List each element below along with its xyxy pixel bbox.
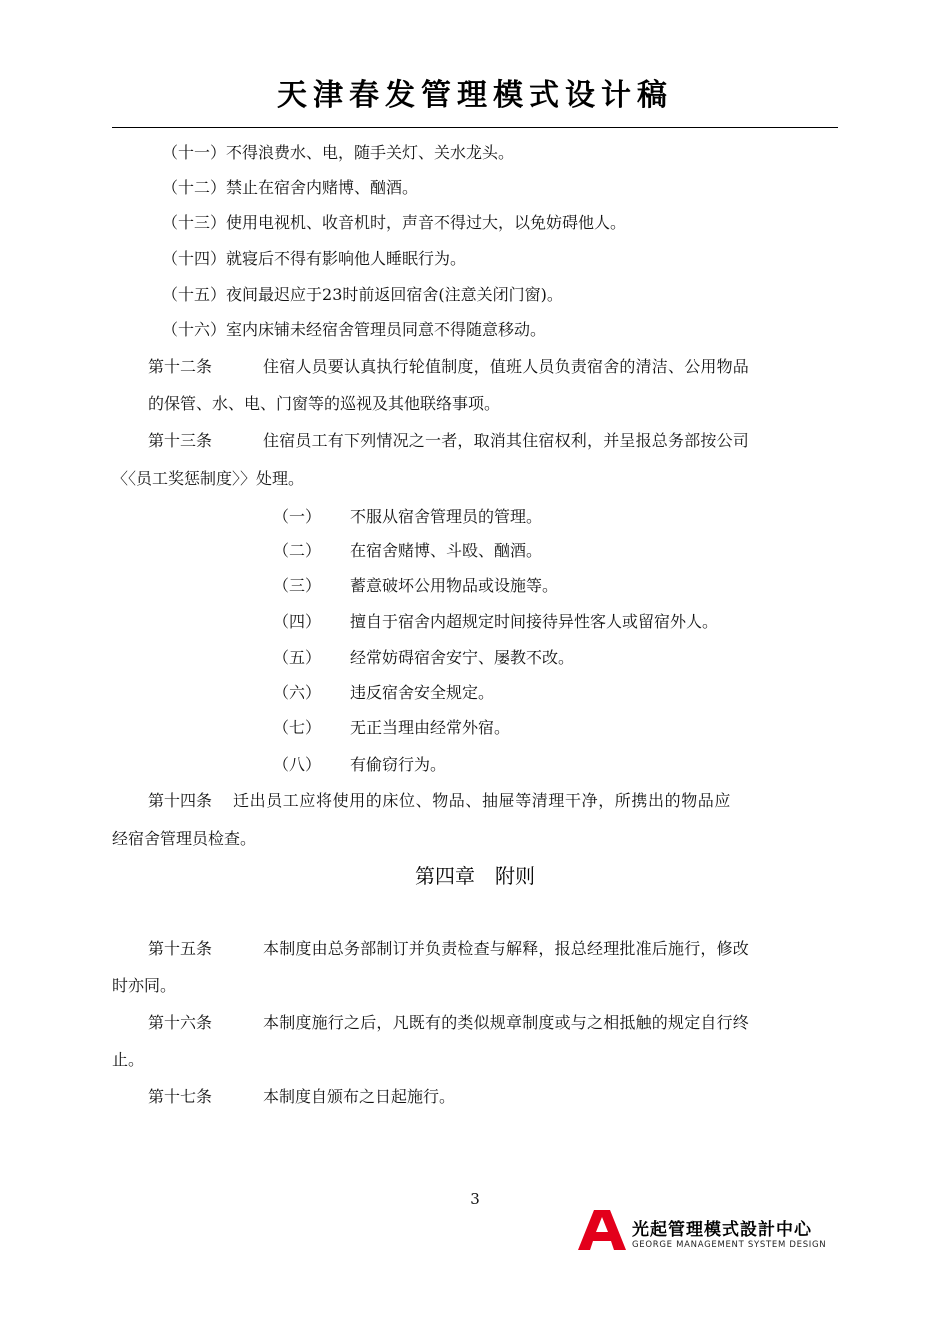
list-item [162, 143, 514, 163]
article-12-text: 住宿人员要认真执行轮值制度，值班人员负责宿舍的清洁、公用物品 [263, 357, 750, 376]
item-number: （十一） [162, 143, 227, 162]
sub-item-text: 违反宿舍安全规定。 [350, 683, 495, 702]
article-13-text: 住宿员工有下列情况之一者，取消其住宿权利，并呈报总务部按公司 [263, 431, 750, 450]
sub-item-number: （八） [273, 755, 322, 774]
item-number: （十五） [162, 285, 227, 304]
sub-item-text: 不服从宿舍管理员的管理。 [350, 507, 543, 526]
sub-item-text: 经常妨碍宿舍安宁、屡教不改。 [350, 648, 575, 667]
chapter-title: 第四章 附则 [415, 864, 535, 888]
article-13-text-cont: 〈〈员工奖惩制度〉〉处理。 [112, 469, 305, 488]
sub-item-text: 无正当理由经常外宿。 [350, 718, 511, 737]
sub-item-text: 蓄意破坏公用物品或设施等。 [350, 576, 559, 595]
article-14-label: 第十四条 [148, 791, 213, 810]
article-16-label: 第十六条 [148, 1013, 213, 1032]
header-divider [112, 127, 838, 128]
sub-item-number: （五） [273, 648, 322, 667]
article-15-label: 第十五条 [148, 939, 213, 958]
list-item [162, 285, 563, 305]
article-16-text-cont: 止。 [112, 1050, 145, 1069]
item-text: 使用电视机、收音机时，声音不得过大，以免妨碍他人。 [226, 213, 627, 232]
item-text: 就寝后不得有影响他人睡眠行为。 [226, 249, 467, 268]
sub-item-number: （二） [273, 541, 322, 560]
article-14-text-cont: 经宿舍管理员检查。 [112, 829, 257, 848]
item-text: 不得浪费水、电，随手关灯、关水龙头。 [226, 143, 515, 162]
sub-item-number: （七） [273, 718, 322, 737]
article-16-text: 本制度施行之后，凡既有的类似规章制度或与之相抵触的规定自行终 [263, 1013, 750, 1032]
logo-english-text: GEORGE MANAGEMENT SYSTEM DESIGN [632, 1240, 827, 1250]
logo-chinese-text: 光起管理模式設計中心 [632, 1220, 812, 1240]
item-number: （十六） [162, 320, 227, 339]
article-15-text: 本制度由总务部制订并负责检查与解释，报总经理批准后施行，修改 [263, 939, 750, 958]
sub-item-number: （三） [273, 576, 322, 595]
sub-item-text: 在宿舍赌博、斗殴、酗酒。 [350, 541, 543, 560]
item-number: （十三） [162, 213, 227, 232]
article-14-text: 迁出员工应将使用的床位、物品、抽屉等清理干净，所携出的物品应 [233, 791, 732, 810]
article-17-label: 第十七条 [148, 1087, 213, 1106]
sub-item-number: （六） [273, 683, 322, 702]
item-text: 禁止在宿舍内赌博、酗酒。 [226, 178, 419, 197]
list-item [162, 249, 466, 269]
article-17-text: 本制度自颁布之日起施行。 [263, 1087, 456, 1106]
list-item [162, 320, 546, 340]
list-item [162, 178, 418, 198]
item-number: （十二） [162, 178, 227, 197]
sub-item-number: （四） [273, 612, 322, 631]
page-number: 3 [470, 1190, 480, 1208]
item-number: （十四） [162, 249, 227, 268]
page-header-title: 天津春发管理模式设计稿 [277, 78, 673, 113]
article-13-label: 第十三条 [148, 431, 213, 450]
article-15-text-cont: 时亦同。 [112, 976, 177, 995]
item-text: 室内床铺未经宿舍管理员同意不得随意移动。 [226, 320, 547, 339]
sub-item-text: 擅自于宿舍内超规定时间接待异性客人或留宿外人。 [350, 612, 719, 631]
list-item [162, 213, 626, 233]
sub-item-number: （一） [273, 507, 322, 526]
article-12-text-cont: 的保管、水、电、门窗等的巡视及其他联络事项。 [148, 394, 501, 413]
item-text: 夜间最迟应于23时前返回宿舍(注意关闭门窗)。 [226, 285, 563, 304]
article-12-label: 第十二条 [148, 357, 213, 376]
sub-item-text: 有偷窃行为。 [350, 755, 447, 774]
